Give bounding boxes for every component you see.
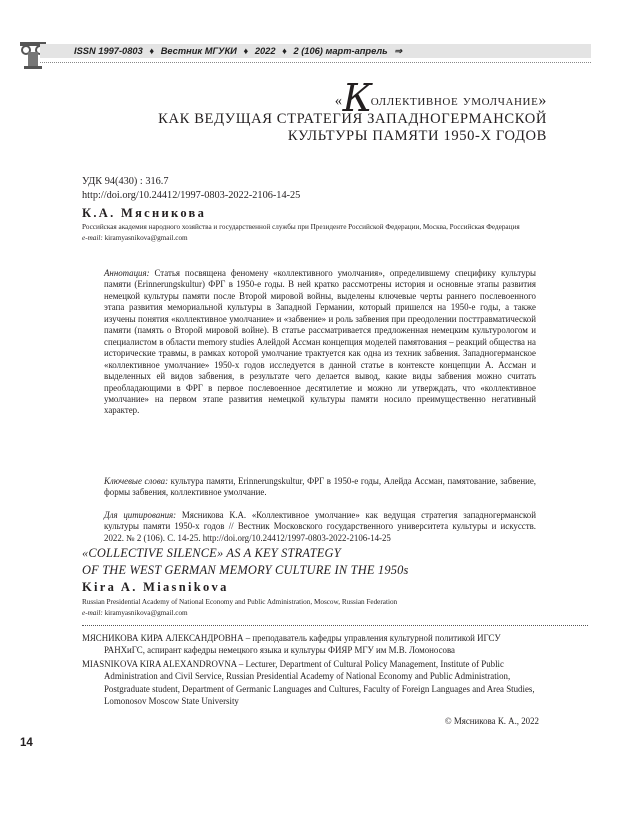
header-year: 2022 xyxy=(254,46,276,56)
abstract-text: Статья посвящена феномену «коллективного умолчания», определившему специфику культуры памяти (Erinnerungskultur) ФРГ в 1950-е годы. В ней кратко рассмотрены история и основные этапы развития немецкой культуры памяти после Второй мировой войны, выделены ключевые черты раннего послевоенного этапа развития мемориальной культуры в Западной Германии, который пришелся на 1950-е годы, а также изучены понятия «коллективное умолчание» и «забвение» и роль забвения при преодолении посттравматической памяти (память о Второй мировой войне). В статье рассматривается предложенная немецким культурологом и специалистом в области memory studies Алейдой Ассман концепция моделей памятования – реакций общества на исторические травмы, в рамках которой умолчание трактуется как одна из техник забвения. Западногерманское «коллективное умолчание» 1950-х годов исследуется в данной статье в контексте концепции А. Ассман и выделенных ей видов забвения, в результате чего делается вывод, какие виды забвения можно считать преобладающими в ФРГ в первое послевоенное десятилетие и можно ли утверждать, что «коллективное умолчание» на первом этапе развития немецкой культуры памяти носило преимущественно негативный характер. xyxy=(104,268,536,416)
english-title-line-2: OF THE WEST GERMAN MEMORY CULTURE IN THE 1950s xyxy=(82,563,409,577)
title-line-1-rest: оллективное умолчание» xyxy=(370,92,547,109)
english-author-name: Kira A. Miasnikova xyxy=(82,580,229,594)
english-title xyxy=(82,545,409,579)
header-issn: ISSN 1997-0803 xyxy=(74,46,143,56)
author-name: К.А. Мясникова xyxy=(82,206,207,220)
keywords xyxy=(104,476,536,499)
header-separator: ♦ xyxy=(243,46,249,56)
author-bio-ru xyxy=(82,632,542,657)
citation-label: Для цитирования: xyxy=(104,510,177,520)
title-open-quote: « xyxy=(334,93,343,109)
title-line-3: КУЛЬТУРЫ ПАМЯТИ 1950-Х ГОДОВ xyxy=(287,128,547,144)
author-affiliation-block xyxy=(82,222,542,243)
udk: УДК 94(430) : 316.7 xyxy=(82,176,169,187)
title-line-2: КАК ВЕДУЩАЯ СТРАТЕГИЯ ЗАПАДНОГЕРМАНСКОЙ xyxy=(158,110,547,127)
title-initial: К xyxy=(342,76,373,120)
article-meta xyxy=(82,175,300,203)
abstract-label: Аннотация: xyxy=(104,268,150,278)
email-label: e-mail: xyxy=(82,233,103,242)
running-header xyxy=(72,44,404,58)
article-title xyxy=(67,76,547,146)
doi-link[interactable]: http://doi.org/10.24412/1997-0803-2022-2106-14-25 xyxy=(82,190,301,201)
author-email[interactable]: kiramyasnikova@gmail.com xyxy=(104,233,188,242)
author-affiliation: Российская академия народного хозяйства и государственной службы при Президенте Российской Федерации, Москва, Российская Федерация xyxy=(82,223,520,231)
page-number: 14 xyxy=(20,737,33,749)
english-email-row xyxy=(82,608,542,619)
citation xyxy=(104,510,536,544)
copyright: © Мясникова К. А., 2022 xyxy=(444,716,539,726)
header-separator: ♦ xyxy=(282,46,287,56)
header-journal: Вестник МГУКИ xyxy=(160,46,237,56)
english-affiliation: Russian Presidential Academy of National Economy and Public Administration, Moscow, Russian Federation xyxy=(82,598,398,606)
header-separator: ♦ xyxy=(149,46,155,56)
english-email[interactable]: kiramyasnikova@gmail.com xyxy=(104,608,188,617)
arrow-icon: ⇒ xyxy=(394,46,403,56)
bio-divider xyxy=(82,625,588,626)
english-email-label: e-mail: xyxy=(82,608,103,617)
bio-en-text: MIASNIKOVA KIRA ALEXANDROVNA – Lecturer, Department of Cultural Policy Management, Institute of Public Administration and Civil Service, Russian Presidential Academy of National Economy and Public Administration, Postgraduate student, Department of Germanic Languages and Cultures, Faculty of Foreign Languages and Area Studies, Lomonosov Moscow State University xyxy=(82,659,535,706)
english-title-line-1: «COLLECTIVE SILENCE» AS A KEY STRATEGY xyxy=(82,546,341,560)
english-affiliation-block xyxy=(82,597,542,618)
header-divider xyxy=(40,62,591,63)
keywords-text: культура памяти, Erinnerungskultur, ФРГ в 1950-е годы, Алейда Ассман, памятование, забвение, формы забвения, коллективное умолчание. xyxy=(104,476,536,498)
keywords-label: Ключевые слова: xyxy=(104,476,169,486)
author-email-row xyxy=(82,233,542,244)
citation-text: Мясникова К.А. «Коллективное умолчание» как ведущая стратегия западногерманской культуры памяти 1950-х годов // Вестник Московского государственного университета культуры и искусств. 2022. № 2 (106). С. 14-25. http://doi.org/10.24412/1997-0803-2022-2106-14-25 xyxy=(104,510,536,543)
abstract xyxy=(104,268,536,417)
header-issue: 2 (106) март-апрель xyxy=(293,46,388,56)
author-bio-en xyxy=(82,658,542,707)
bio-ru-text: МЯСНИКОВА КИРА АЛЕКСАНДРОВНА – преподаватель кафедры управления культурной политикой ИГСУ РАНХиГС, аспирант кафедры немецкого языка и культуры ФИЯР МГУ им М.В. Ломоносова xyxy=(82,633,501,656)
